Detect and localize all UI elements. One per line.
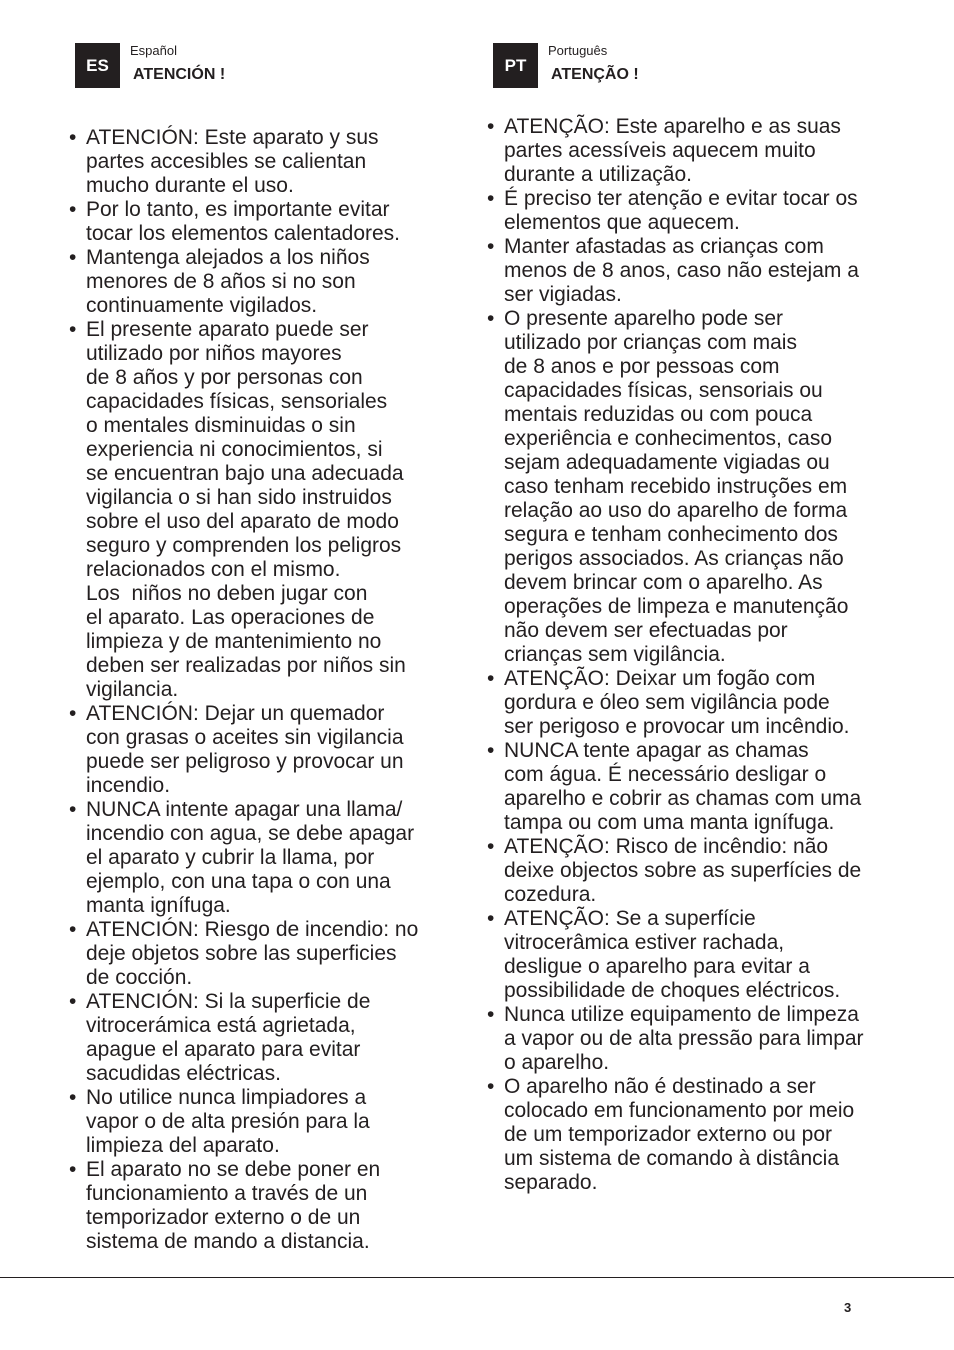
warning-text-line: Mantenga alejados a los niños [86, 246, 370, 269]
warning-text-line: sacudidas eléctricas. [86, 1062, 281, 1085]
warning-text-line: O aparelho não é destinado a ser [504, 1075, 816, 1098]
bullet-icon: • [69, 918, 77, 941]
language-badge-pt: PT [493, 43, 538, 88]
warning-text-line: ATENCIÓN: Riesgo de incendio: no [86, 918, 419, 941]
warning-text-line: utilizado por niños mayores [86, 342, 342, 365]
bullet-icon: • [487, 1075, 495, 1098]
warning-text-line: vigilancia o si han sido instruidos [86, 486, 392, 509]
warning-text-line: ser vigiadas. [504, 283, 622, 306]
warning-item [487, 739, 903, 835]
warning-text-line: ser perigoso e provocar um incêndio. [504, 715, 850, 738]
warning-item [487, 907, 903, 1003]
bullet-icon: • [69, 1086, 77, 1109]
warning-text-line: Nunca utilize equipamento de limpeza [504, 1003, 859, 1026]
bullet-icon: • [487, 1003, 495, 1026]
warning-text-line: menores de 8 años si no son [86, 270, 356, 293]
warning-text-line: sistema de mando a distancia. [86, 1230, 370, 1253]
warning-text-line: capacidades físicas, sensoriais ou [504, 379, 823, 402]
warning-text-line: O presente aparelho pode ser [504, 307, 784, 330]
warning-text-line: El presente aparato puede ser [86, 318, 369, 341]
warning-text-line: utilizado por crianças com mais [504, 331, 797, 354]
warning-item [69, 990, 455, 1086]
warning-text-line: experiência e conhecimentos, caso [504, 427, 833, 450]
warning-text-line: NUNCA tente apagar as chamas [504, 739, 809, 762]
warning-item [487, 115, 903, 187]
warning-item [487, 667, 903, 739]
warning-text-line: possibilidade de choques eléctricos. [504, 979, 841, 1002]
warning-item [69, 126, 455, 198]
warning-item [69, 1086, 455, 1158]
footer-divider [0, 1277, 954, 1278]
warning-text-line: el aparato. Las operaciones de [86, 606, 375, 629]
warning-text-line: partes acessíveis aquecem muito [504, 139, 816, 162]
warning-item [69, 918, 455, 990]
bullet-icon: • [487, 235, 495, 258]
warning-text-line: tocar los elementos calentadores. [86, 222, 401, 245]
warning-text-line: o aparelho. [504, 1051, 610, 1074]
warning-text-line: Los niños no deben jugar con [86, 582, 368, 605]
warning-text-line: aparelho e cobrir as chamas com uma [504, 787, 862, 810]
bullet-icon: • [69, 198, 77, 221]
warning-text-line: não devem ser efectuadas por [504, 619, 788, 642]
warning-text-line: deben ser realizadas por niños sin [86, 654, 406, 677]
warning-text-line: capacidades físicas, sensoriales [86, 390, 388, 413]
warning-text-line: ATENCIÓN: Dejar un quemador [86, 702, 385, 725]
warning-item [487, 187, 903, 235]
warning-list-pt [487, 115, 903, 1195]
warning-text-line: de um temporizador externo ou por [504, 1123, 833, 1146]
warning-text-line: vitrocerâmica estiver rachada, [504, 931, 785, 954]
bullet-icon: • [487, 907, 495, 930]
warning-text-line: ATENÇÃO: Este aparelho e as suas [504, 115, 841, 138]
warning-text-line: operações de limpeza e manutenção [504, 595, 849, 618]
warning-text-line: É preciso ter atenção e evitar tocar os [504, 187, 858, 210]
warning-text-line: ATENÇÃO: Deixar um fogão com [504, 667, 816, 690]
warning-text-line: vigilancia. [86, 678, 179, 701]
warning-text-line: relacionados con el mismo. [86, 558, 341, 581]
bullet-icon: • [69, 702, 77, 725]
warning-text-line: ATENÇÃO: Se a superfície [504, 907, 756, 930]
warning-text-line: vapor o de alta presión para la [86, 1110, 370, 1133]
warning-text-line: ejemplo, con una tapa o con una [86, 870, 391, 893]
warning-text-line: cozedura. [504, 883, 597, 906]
bullet-icon: • [69, 246, 77, 269]
warning-text-line: o mentales disminuidas o sin [86, 414, 356, 437]
warning-text-line: de 8 años y por personas con [86, 366, 363, 389]
warning-item [69, 318, 455, 702]
warning-text-line: deje objetos sobre las superficies [86, 942, 397, 965]
warning-heading-es: ATENCIÓN ! [133, 66, 226, 83]
warning-text-line: sobre el uso del aparato de modo [86, 510, 399, 533]
warning-item [69, 798, 455, 918]
warning-text-line: durante a utilização. [504, 163, 692, 186]
language-name-es: Español [130, 43, 177, 58]
warning-text-line: segura e tenham conhecimento dos [504, 523, 838, 546]
warning-text-line: No utilice nunca limpiadores a [86, 1086, 367, 1109]
warning-text-line: menos de 8 anos, caso não estejam a [504, 259, 859, 282]
warning-heading-pt: ATENÇÃO ! [551, 66, 639, 83]
warning-text-line: continuamente vigilados. [86, 294, 318, 317]
warning-text-line: limpieza y de mantenimiento no [86, 630, 382, 653]
warning-text-line: perigos associados. As crianças não [504, 547, 844, 570]
warning-text-line: con grasas o aceites sin vigilancia [86, 726, 404, 749]
bullet-icon: • [487, 187, 495, 210]
warning-item [69, 246, 455, 318]
bullet-icon: • [69, 126, 77, 149]
bullet-icon: • [487, 115, 495, 138]
warning-item [69, 1158, 455, 1254]
warning-text-line: experiencia ni conocimientos, si [86, 438, 383, 461]
warning-text-line: apague el aparato para evitar [86, 1038, 361, 1061]
warning-text-line: separado. [504, 1171, 598, 1194]
warning-text-line: Por lo tanto, es importante evitar [86, 198, 390, 221]
bullet-icon: • [487, 835, 495, 858]
warning-item [487, 1075, 903, 1195]
warning-text-line: manta ignífuga. [86, 894, 231, 917]
warning-item [69, 198, 455, 246]
warning-text-line: Manter afastadas as crianças com [504, 235, 824, 258]
warning-text-line: gordura e óleo sem vigilância pode [504, 691, 830, 714]
warning-text-line: um sistema de comando à distância [504, 1147, 840, 1170]
warning-text-line: ATENCIÓN: Este aparato y sus [86, 126, 379, 149]
warning-list-es [69, 126, 455, 1254]
warning-text-line: funcionamiento a través de un [86, 1182, 368, 1205]
warning-text-line: relação ao uso do aparelho de forma [504, 499, 848, 522]
bullet-icon: • [487, 307, 495, 330]
warning-text-line: El aparato no se debe poner en [86, 1158, 381, 1181]
warning-item [487, 235, 903, 307]
warning-text-line: tampa ou com uma manta ignífuga. [504, 811, 835, 834]
bullet-icon: • [69, 990, 77, 1013]
warning-text-line: mucho durante el uso. [86, 174, 294, 197]
warning-text-line: de 8 anos e por pessoas com [504, 355, 780, 378]
warning-text-line: deixe objectos sobre as superfícies de [504, 859, 862, 882]
page-number: 3 [844, 1300, 852, 1315]
warning-text-line: incendio. [86, 774, 171, 797]
language-name-pt: Português [548, 43, 608, 58]
warning-text-line: caso tenham recebido instruções em [504, 475, 848, 498]
warning-text-line: el aparato y cubrir la llama, por [86, 846, 375, 869]
warning-text-line: mentais reduzidas ou com pouca [504, 403, 813, 426]
warning-item [487, 835, 903, 907]
warning-text-line: a vapor ou de alta pressão para limpar [504, 1027, 864, 1050]
warning-text-line: elementos que aquecem. [504, 211, 740, 234]
bullet-icon: • [69, 798, 77, 821]
language-badge-es: ES [75, 43, 120, 88]
bullet-icon: • [69, 1158, 77, 1181]
warning-item [487, 1003, 903, 1075]
warning-text-line: devem brincar com o aparelho. As [504, 571, 823, 594]
warning-text-line: partes accesibles se calientan [86, 150, 367, 173]
warning-text-line: NUNCA intente apagar una llama/ [86, 798, 403, 821]
warning-text-line: puede ser peligroso y provocar un [86, 750, 404, 773]
warning-text-line: de cocción. [86, 966, 193, 989]
warning-text-line: sejam adequadamente vigiadas ou [504, 451, 830, 474]
warning-text-line: se encuentran bajo una adecuada [86, 462, 404, 485]
bullet-icon: • [69, 318, 77, 341]
bullet-icon: • [487, 667, 495, 690]
warning-text-line: com água. É necessário desligar o [504, 763, 827, 786]
warning-text-line: vitrocerámica está agrietada, [86, 1014, 356, 1037]
warning-item [69, 702, 455, 798]
warning-text-line: ATENCIÓN: Si la superficie de [86, 990, 371, 1013]
warning-text-line: incendio con agua, se debe apagar [86, 822, 415, 845]
warning-text-line: seguro y comprenden los peligros [86, 534, 402, 557]
warning-item [487, 307, 903, 667]
warning-text-line: crianças sem vigilância. [504, 643, 726, 666]
warning-text-line: temporizador externo o de un [86, 1206, 361, 1229]
bullet-icon: • [487, 739, 495, 762]
warning-text-line: ATENÇÃO: Risco de incêndio: não [504, 835, 829, 858]
warning-text-line: colocado em funcionamento por meio [504, 1099, 855, 1122]
warning-text-line: desligue o aparelho para evitar a [504, 955, 810, 978]
warning-text-line: limpieza del aparato. [86, 1134, 280, 1157]
